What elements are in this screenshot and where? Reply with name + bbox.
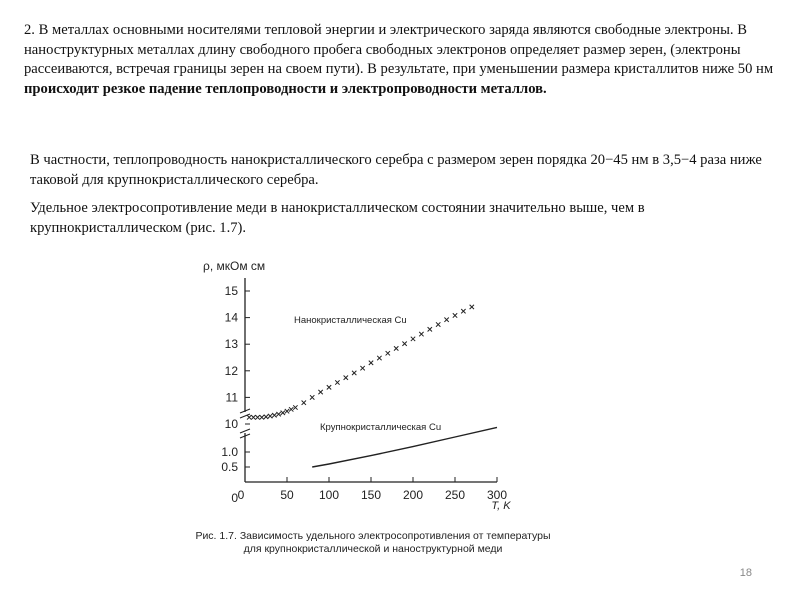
y-tick-label: 13 xyxy=(224,337,238,352)
nano-cu-data-point xyxy=(268,414,272,418)
nano-cu-data-point xyxy=(260,415,264,419)
bulk-cu-line xyxy=(312,427,497,467)
nano-cu-data-point xyxy=(369,361,373,365)
nano-cu-data-point xyxy=(335,380,339,384)
y-tick-label: 0.5 xyxy=(221,460,238,474)
nano-cu-series-label: Нанокристаллическая Cu xyxy=(294,315,407,326)
nano-cu-data-point xyxy=(470,305,474,309)
y-tick-label: 15 xyxy=(224,284,238,298)
nano-cu-data-point xyxy=(285,409,289,413)
nano-cu-data-point xyxy=(344,376,348,380)
nano-cu-data-point xyxy=(419,332,423,336)
resistivity-chart xyxy=(198,250,543,525)
y-tick-label: 11 xyxy=(225,390,238,405)
x-tick-label: 250 xyxy=(444,488,466,502)
nano-cu-data-point xyxy=(318,390,322,394)
nano-cu-data-point xyxy=(428,327,432,331)
nano-cu-data-point xyxy=(289,407,293,411)
x-tick-label: 100 xyxy=(318,488,340,502)
nano-cu-data-point xyxy=(247,415,251,419)
figure-caption-line1: Рис. 1.7. Зависимость удельного электросопротивления от температуры xyxy=(195,530,551,542)
nano-cu-data-point xyxy=(310,395,314,399)
y-tick-label: 0 xyxy=(231,491,238,505)
bulk-cu-series-label: Крупнокристаллическая Cu xyxy=(320,422,442,433)
paragraph-copper: Удельное электросопротивление меди в нанокристаллическом состоянии значительно выше, чем в крупнокристаллическом (рис. 1.7). xyxy=(30,200,645,236)
nano-cu-data-point xyxy=(272,413,276,417)
x-tick-label: 300 xyxy=(486,488,508,502)
nano-cu-data-point xyxy=(411,337,415,341)
nano-cu-data-point xyxy=(386,351,390,355)
y-tick-label: 12 xyxy=(224,363,238,378)
nano-cu-data-point xyxy=(360,366,364,370)
paragraph-electrons-text: 2. В металлах основными носителями тепловой энергии и электрического заряда являются свободные электроны. В наноструктурных металлах длину свободного пробега свободных электронов определяет размер зерен, (электроны рассеиваются, встречая границы зерен на своем пути). В результате, при уменьшении размера кристаллитов ниже 50 нм xyxy=(24,22,774,77)
figure-caption-line2: для крупнокристаллической и наноструктурной меди xyxy=(243,543,503,555)
paragraph-silver: В частности, теплопроводность нанокристаллического серебра с размером зерен порядка 20−45 нм в 3,5−4 раза ниже таковой для крупнокристаллического серебра. xyxy=(30,152,762,188)
nano-cu-data-point xyxy=(394,346,398,350)
nano-cu-data-point xyxy=(436,322,440,326)
y-tick-label: 14 xyxy=(224,310,238,325)
x-tick-label: 200 xyxy=(402,488,424,502)
x-tick-label: 150 xyxy=(360,488,382,502)
nano-cu-data-point xyxy=(276,412,280,416)
x-tick-label: 0 xyxy=(237,488,245,502)
nano-cu-data-point xyxy=(281,411,285,415)
x-axis-label: T, K xyxy=(491,500,511,512)
nano-cu-data-point xyxy=(302,401,306,405)
y-axis-label: ρ, мкОм см xyxy=(203,259,266,273)
nano-cu-data-point xyxy=(461,309,465,313)
x-tick-label: 50 xyxy=(280,488,294,502)
page-number: 18 xyxy=(739,567,752,579)
nano-cu-data-point xyxy=(402,341,406,345)
paragraph-electrons-emphasis: происходит резкое падение теплопроводности и электропроводности металлов. xyxy=(24,80,547,97)
nano-cu-data-point xyxy=(453,313,457,317)
nano-cu-data-point xyxy=(444,318,448,322)
nano-cu-data-point xyxy=(251,415,255,419)
nano-cu-data-point xyxy=(264,415,268,419)
paragraph-electrons xyxy=(24,21,786,99)
nano-cu-data-point xyxy=(352,371,356,375)
y-tick-label: 10 xyxy=(224,417,238,431)
nano-cu-data-point xyxy=(377,356,381,360)
y-tick-label: 1.0 xyxy=(221,445,238,459)
nano-cu-data-point xyxy=(293,405,297,409)
nano-cu-data-point xyxy=(327,385,331,389)
nano-cu-data-point xyxy=(255,415,259,419)
